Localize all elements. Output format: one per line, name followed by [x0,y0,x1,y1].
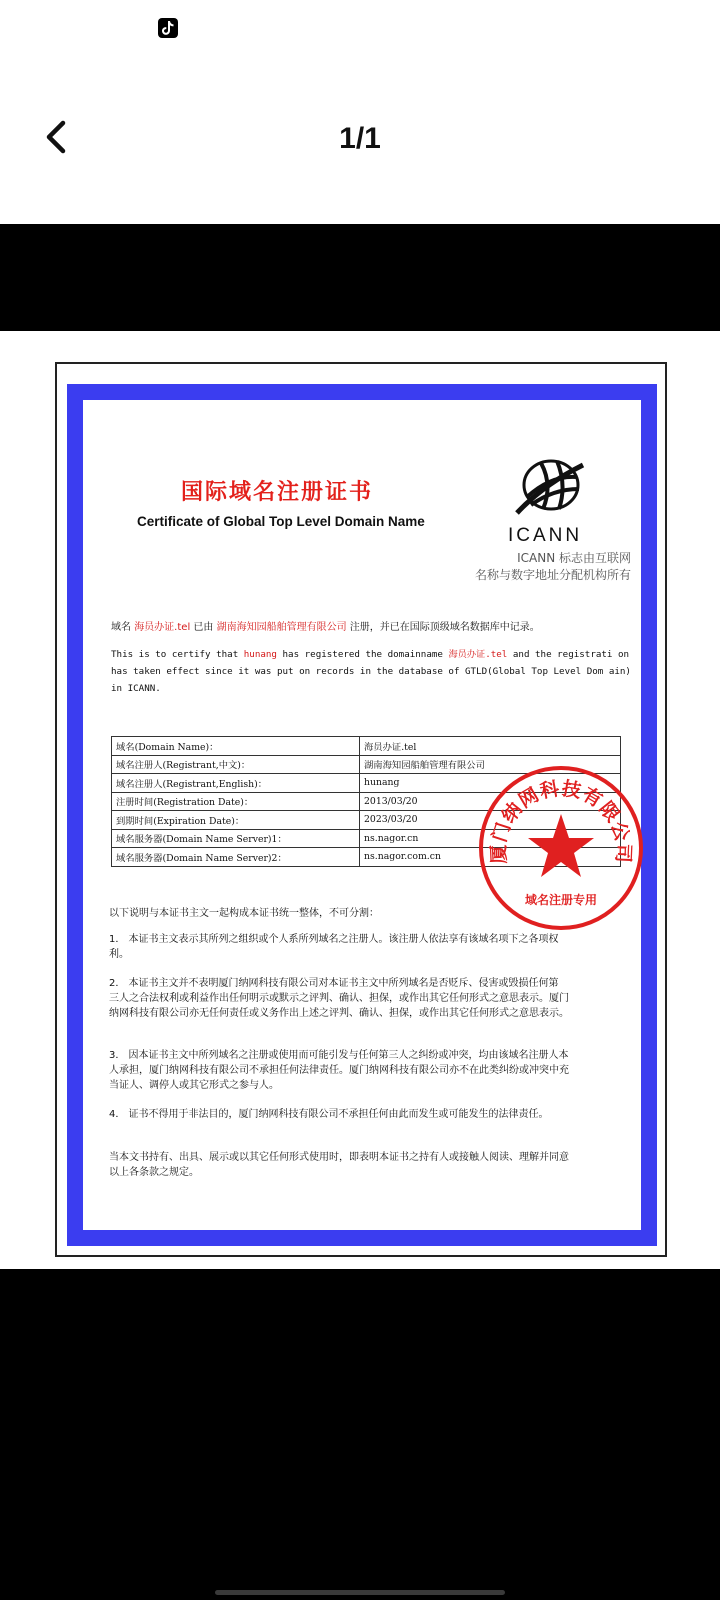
certificate-title-cn: 国际域名注册证书 [181,480,374,505]
icann-wordmark: ICANN [507,525,583,546]
clause-1-line2: 利。 [109,949,129,960]
table-cell-label: 域名服务器(Domain Name Server)1： [112,829,360,848]
table-cell-value: 2013/03/20 [360,792,621,811]
icann-note-line1: ICANN 标志由互联网 [517,551,631,565]
registrant-highlight: hunang [243,649,277,660]
tiktok-icon [158,18,178,38]
clause-2-line1: 2． 本证书主文并不表明厦门纳网科技有限公司对本证书主文中所列域名是否贬斥、侵害或毁损任何第 [109,978,559,989]
viewer-letterbox-top [0,224,720,331]
status-bar [0,0,720,60]
table-cell-value: 湖南海知园船舶管理有限公司 [360,755,621,774]
seal-bottom-text: 域名注册专用 [524,893,598,907]
domain-highlight-en: 海员办证.tel [448,649,508,660]
closing-line2: 以上各条款之规定。 [109,1167,199,1178]
en-statement: This is to certify that hunang has registered the domainname 海员办证.tel and the registrati on has taken effect since it was put on records in the database of GTLD(Global Top Level Dom ain) in ICANN. [111,649,631,694]
star-icon [528,814,594,877]
top-nav [0,60,720,224]
viewer-letterbox-bottom [0,1269,720,1600]
cn-statement: 域名 海员办证.tel 已由 湖南海知园船舶管理有限公司 注册，并已在国际顶级域名数据库中记录。 [111,622,540,633]
icann-note-line2: 名称与数字地址分配机构所有 [474,568,631,582]
clause-3-line1: 3． 因本证书主文中所列域名之注册或使用而可能引发与任何第三人之纠纷或冲突，均由该域名注册人本 [109,1050,569,1061]
table-cell-value: ns.nagor.cn [360,829,621,848]
table-cell-label: 域名服务器(Domain Name Server)2： [112,848,360,867]
clause-2-line3: 纳网科技有限公司亦无任何责任或义务作出上述之评判、确认、担保，或作出其它任何形式之意思表示。 [109,1008,569,1019]
table-cell-label: 域名注册人(Registrant,中文)： [112,755,360,774]
globe-icon [513,455,585,521]
table-cell-value: 2023/03/20 [360,811,621,830]
closing-line1: 当本文书持有、出具、展示或以其它任何形式使用时，即表明本证书之持有人或接触人阅读、理解并同意 [109,1152,569,1163]
certificate-image[interactable] [55,362,667,1257]
intro-text: 以下说明与本证书主文一起构成本证书统一整体，不可分割： [109,908,379,919]
clause-4: 4． 证书不得用于非法目的，厦门纳网科技有限公司不承担任何由此而发生或可能发生的法律责任。 [109,1109,549,1120]
table-cell-label: 域名(Domain Name)： [112,737,360,756]
seal-arc-text: 厦门纳网科技有限公司 [487,777,635,865]
domain-highlight: 海员办证.tel [134,622,191,633]
clause-2-line2: 三人之合法权利或利益作出任何明示或默示之评判、确认、担保，或作出其它任何形式之意思表示。厦门 [109,993,569,1004]
table-cell-label: 到期时间(Expiration Date)： [112,811,360,830]
table-cell-label: 注册时间(Registration Date)： [112,792,360,811]
company-highlight: 湖南海知园船舶管理有限公司 [216,622,347,633]
home-indicator[interactable] [215,1590,505,1595]
table-row [112,737,621,756]
table-cell-value: hunang [360,774,621,793]
table-cell-value: 海员办证.tel [360,737,621,756]
clause-3-line2: 人承担，厦门纳网科技有限公司不承担任何法律责任。厦门纳网科技有限公司亦不在此类纠纷或冲突中充 [109,1065,569,1076]
certificate-title-en: Certificate of Global Top Level Domain Name [137,514,425,529]
clause-3-line3: 当证人、调停人或其它形式之参与人。 [109,1080,279,1091]
clause-1-line1: 1． 本证书主文表示其所列之组织或个人系所列域名之注册人。该注册人依法享有该域名项下之各项权 [109,934,559,945]
table-cell-value: ns.nagor.com.cn [360,848,621,867]
page-counter: 1/1 [339,122,381,155]
certificate-border [67,384,657,1246]
certificate-paper [83,400,641,1230]
table-cell-label: 域名注册人(Registrant,English)： [112,774,360,793]
